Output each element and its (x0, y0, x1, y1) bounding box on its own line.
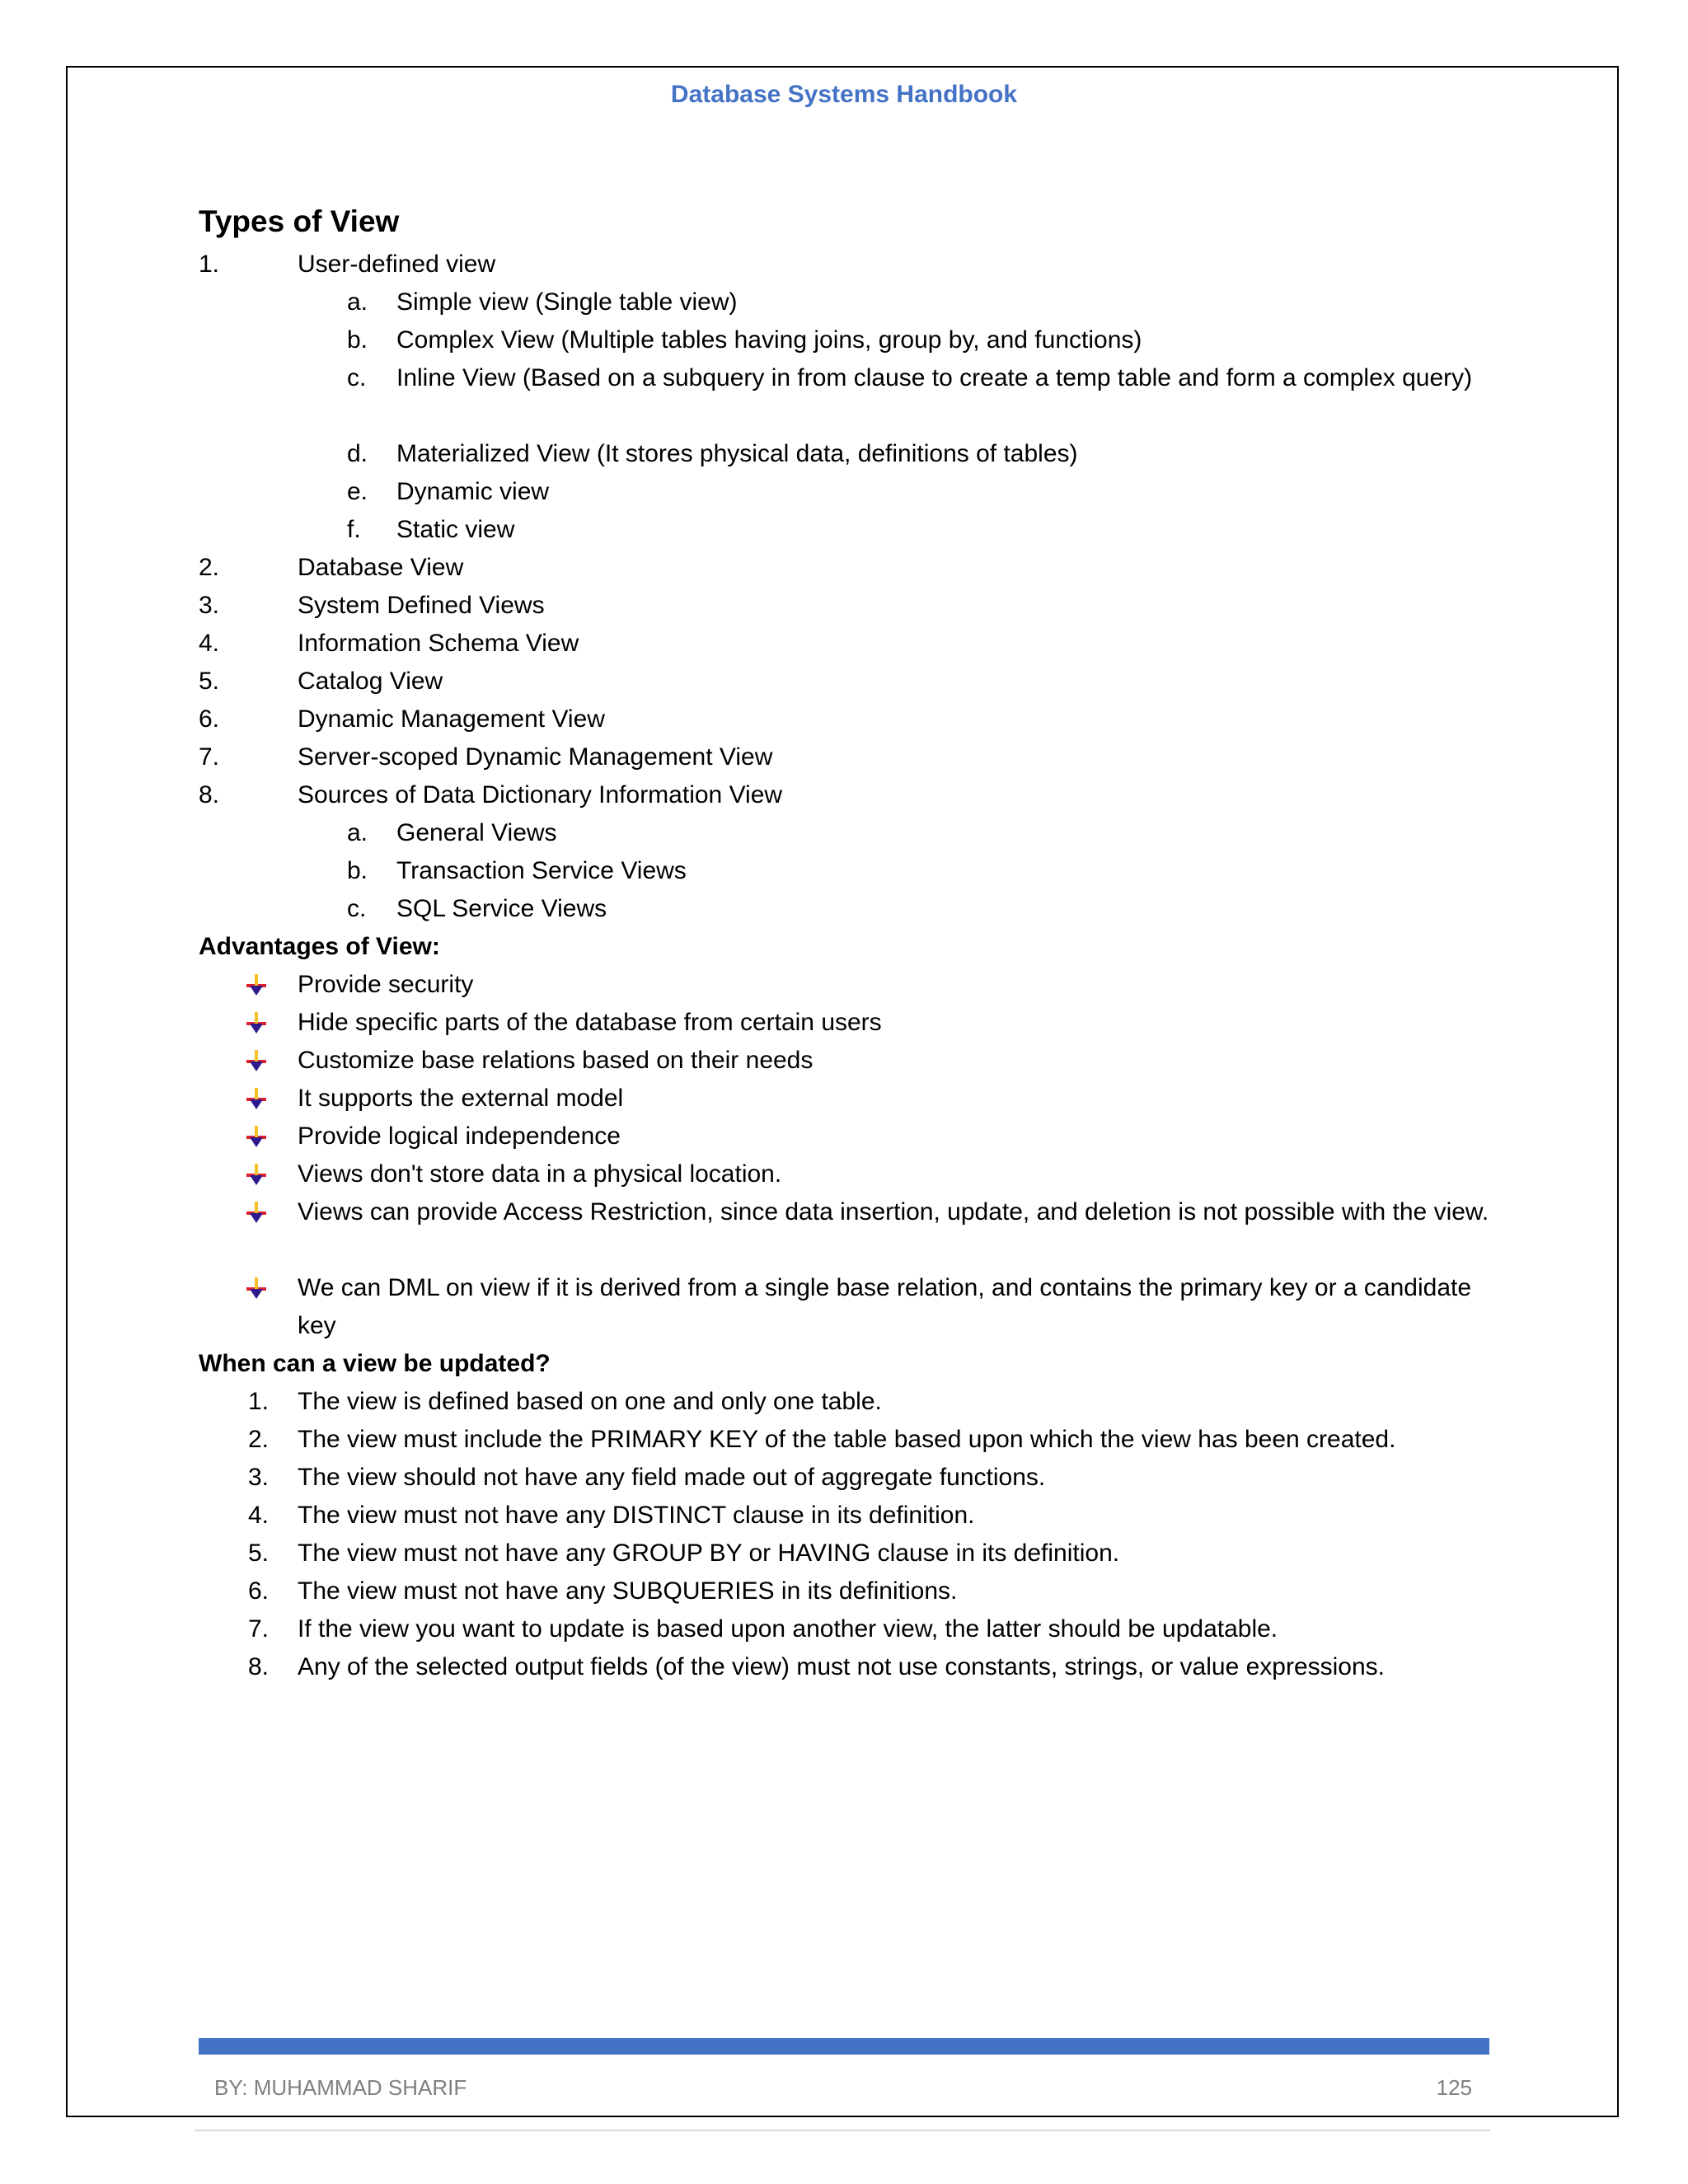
types-item (199, 663, 1501, 701)
advantage-item (199, 966, 1501, 1004)
page-content (199, 198, 1501, 1686)
advantage-text: Provide logical independence (298, 1122, 621, 1150)
subitem-text: Static view (396, 516, 515, 543)
subitem-letter: c. (347, 895, 367, 922)
arrow-bullet-icon (246, 1277, 266, 1299)
subitem-text: SQL Service Views (396, 895, 607, 922)
types-subitem (199, 359, 1501, 435)
item-text: The view must not have any SUBQUERIES in its definitions. (298, 1577, 958, 1605)
footer-author: BY: MUHAMMAD SHARIF (214, 2075, 467, 2100)
updatable-heading: When can a view be updated? (199, 1350, 551, 1377)
item-number: 1. (199, 251, 220, 278)
item-text: System Defined Views (298, 592, 545, 619)
updatable-item (199, 1535, 1501, 1572)
item-number: 1. (248, 1388, 270, 1415)
advantage-item (199, 1118, 1501, 1155)
advantage-text: Provide security (298, 971, 474, 998)
subitem-letter: d. (347, 440, 368, 467)
types-item (199, 625, 1501, 663)
footer-divider (195, 2130, 1490, 2131)
advantage-text: Views can provide Access Restriction, since data insertion, update, and deletion is not possible with the view. (298, 1198, 1489, 1226)
item-number: 4. (248, 1502, 270, 1529)
advantage-text: We can DML on view if it is derived from a single base relation, and contains the primary key or a candidate key (298, 1274, 1472, 1339)
subitem-letter: e. (347, 478, 368, 505)
item-text: Dynamic Management View (298, 705, 605, 733)
subitem-letter: b. (347, 857, 368, 884)
types-subitem (199, 852, 1501, 890)
types-item (199, 738, 1501, 776)
item-number: 6. (248, 1577, 270, 1605)
types-item (199, 246, 1501, 284)
subitem-text: Simple view (Single table view) (396, 288, 738, 316)
types-item (199, 587, 1501, 625)
footer-accent-bar (199, 2038, 1489, 2055)
arrow-bullet-icon (246, 1164, 266, 1185)
item-text: If the view you want to update is based upon another view, the latter should be updatable. (298, 1615, 1278, 1643)
advantage-item (199, 1004, 1501, 1042)
types-heading: Types of View (199, 204, 400, 238)
advantage-item (199, 1080, 1501, 1118)
subitem-text: General Views (396, 819, 557, 846)
types-subitem (199, 284, 1501, 321)
subitem-text: Complex View (Multiple tables having joins, group by, and functions) (396, 326, 1142, 354)
types-subitem (199, 473, 1501, 511)
item-text: Sources of Data Dictionary Information View (298, 781, 783, 808)
advantage-item (199, 1269, 1501, 1345)
item-number: 2. (199, 554, 220, 581)
subitem-letter: a. (347, 819, 368, 846)
types-subitem (199, 511, 1501, 549)
types-subitem (199, 814, 1501, 852)
running-header: Database Systems Handbook (670, 81, 1018, 108)
item-text: The view is defined based on one and only one table. (298, 1388, 882, 1415)
types-subitem (199, 890, 1501, 928)
item-text: The view should not have any field made out of aggregate functions. (298, 1464, 1046, 1491)
item-number: 2. (248, 1426, 270, 1453)
advantage-text: Hide specific parts of the database from certain users (298, 1009, 882, 1036)
updatable-item (199, 1497, 1501, 1535)
item-text: Database View (298, 554, 464, 581)
item-number: 8. (248, 1653, 270, 1680)
item-text: The view must not have any DISTINCT clause in its definition. (298, 1502, 975, 1529)
subitem-letter: f. (347, 516, 361, 543)
subitem-letter: b. (347, 326, 368, 354)
types-item (199, 701, 1501, 738)
updatable-item (199, 1459, 1501, 1497)
item-number: 5. (199, 668, 220, 695)
arrow-bullet-icon (246, 1202, 266, 1223)
item-number: 5. (248, 1540, 270, 1567)
updatable-item (199, 1572, 1501, 1610)
item-number: 7. (199, 743, 220, 771)
advantage-item (199, 1042, 1501, 1080)
advantage-text: Customize base relations based on their needs (298, 1047, 814, 1074)
arrow-bullet-icon (246, 974, 266, 996)
updatable-item (199, 1383, 1501, 1421)
advantage-item (199, 1155, 1501, 1193)
subitem-text: Materialized View (It stores physical data, definitions of tables) (396, 440, 1078, 467)
subitem-text: Dynamic view (396, 478, 550, 505)
arrow-bullet-icon (246, 1050, 266, 1071)
item-text: Server-scoped Dynamic Management View (298, 743, 773, 771)
item-number: 3. (248, 1464, 270, 1491)
types-subitem (199, 321, 1501, 359)
advantage-text: It supports the external model (298, 1085, 624, 1112)
subitem-text: Transaction Service Views (396, 857, 687, 884)
item-text: Information Schema View (298, 630, 579, 657)
item-number: 6. (199, 705, 220, 733)
types-subitem (199, 435, 1501, 473)
item-number: 4. (199, 630, 220, 657)
advantages-heading: Advantages of View: (199, 933, 440, 960)
arrow-bullet-icon (246, 1012, 266, 1033)
subitem-text: Inline View (Based on a subquery in from clause to create a temp table and form a complex query) (396, 364, 1473, 391)
item-number: 7. (248, 1615, 270, 1643)
page-number: 125 (1436, 2075, 1472, 2100)
arrow-bullet-icon (246, 1088, 266, 1109)
advantage-item (199, 1193, 1501, 1269)
item-text: The view must not have any GROUP BY or HAVING clause in its definition. (298, 1540, 1120, 1567)
types-item (199, 776, 1501, 814)
item-number: 8. (199, 781, 220, 808)
arrow-bullet-icon (246, 1126, 266, 1147)
subitem-letter: c. (347, 364, 367, 391)
item-text: Catalog View (298, 668, 443, 695)
item-text: User-defined view (298, 251, 496, 278)
item-number: 3. (199, 592, 220, 619)
updatable-item (199, 1648, 1501, 1686)
updatable-item (199, 1610, 1501, 1648)
item-text: The view must include the PRIMARY KEY of the table based upon which the view has been created. (298, 1426, 1396, 1453)
updatable-item (199, 1421, 1501, 1459)
types-item (199, 549, 1501, 587)
item-text: Any of the selected output fields (of the view) must not use constants, strings, or value expressions. (298, 1653, 1386, 1680)
subitem-letter: a. (347, 288, 368, 316)
advantage-text: Views don't store data in a physical location. (298, 1160, 782, 1188)
